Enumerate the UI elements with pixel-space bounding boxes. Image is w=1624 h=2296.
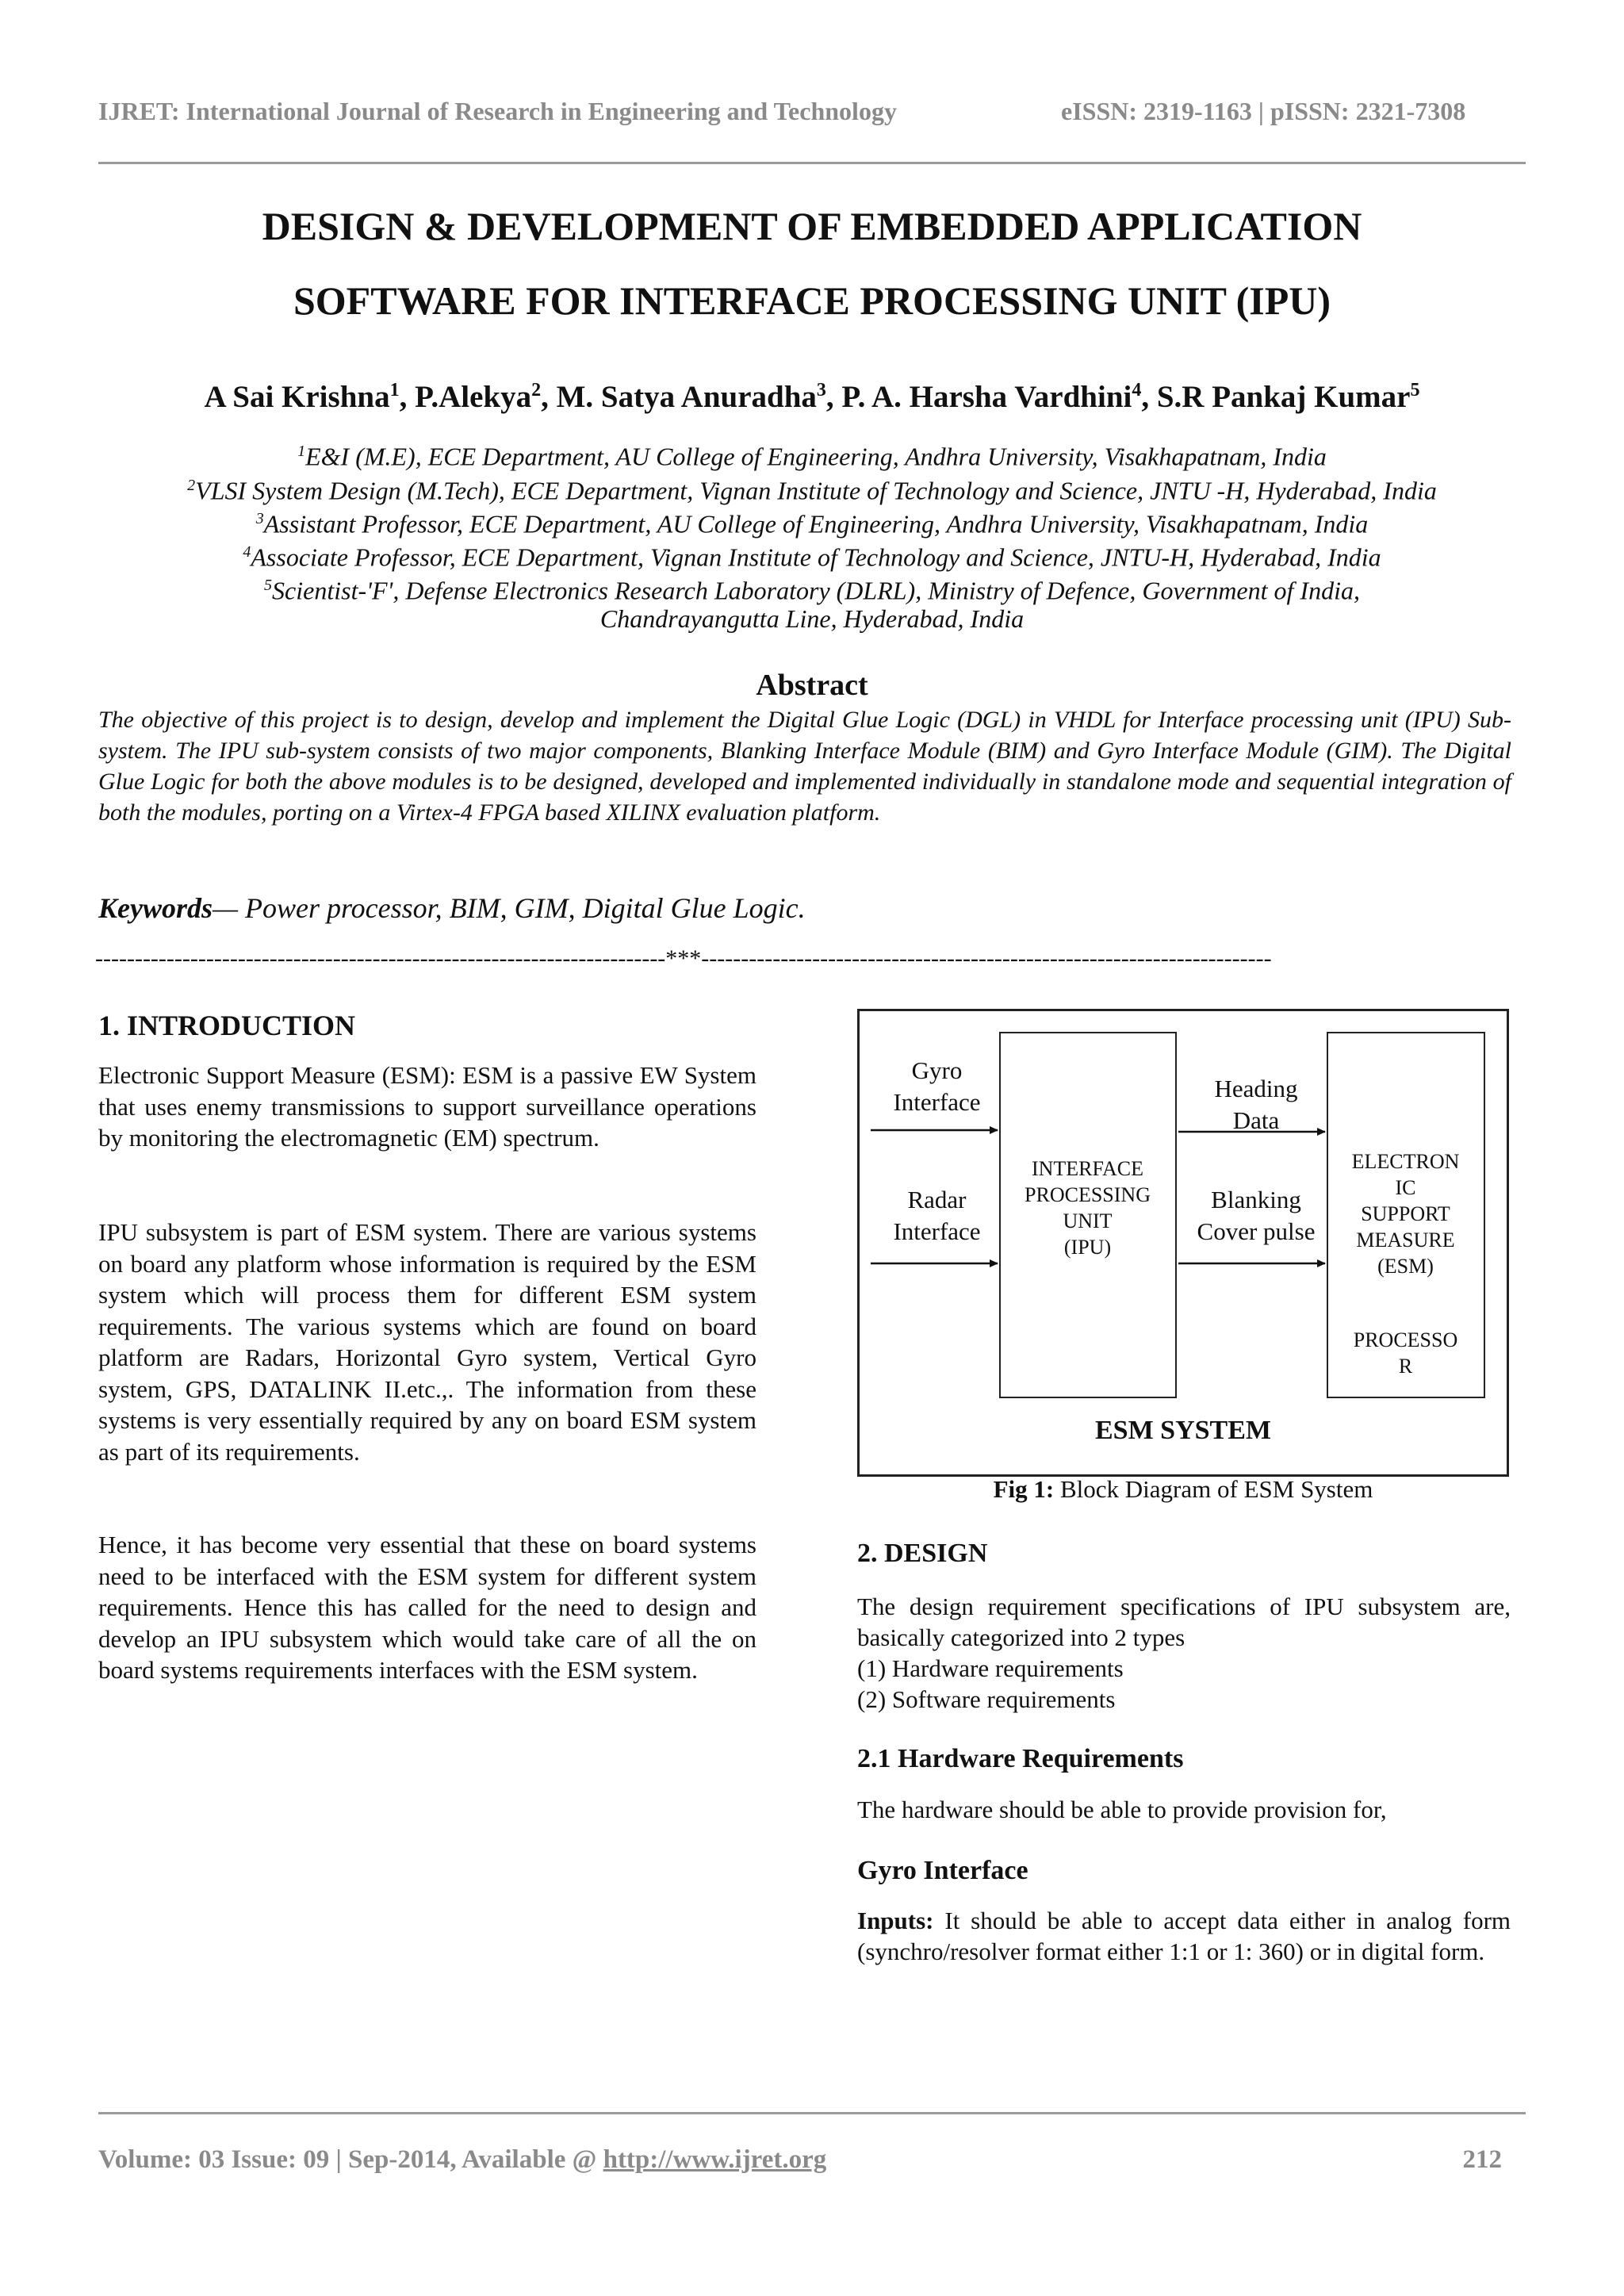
journal-name: IJRET: International Journal of Research in Engineering and Technology [98, 97, 897, 125]
figure-arrows [860, 1011, 1507, 1474]
affiliation-3: $^3$Assistant Professor, ECE Department, AU College of Engineering, Andhra University, Visakhapatnam, India [255, 509, 1369, 539]
design-heading: 2. DESIGN [857, 1539, 988, 1568]
hardware-req-text: The hardware should be able to provide provision for, [857, 1796, 1387, 1823]
figure-caption: Fig 1: Block Diagram of ESM System [993, 1475, 1373, 1503]
author-name: P. A. Harsha Vardhini [841, 380, 1132, 414]
author-affiliation-mark: 5 [1410, 380, 1420, 401]
header-rule [98, 162, 1526, 164]
running-header [98, 97, 1526, 132]
author-name: P.Alekya [415, 380, 532, 414]
hardware-req-heading: 2.1 Hardware Requirements [857, 1744, 1184, 1773]
affiliation-5: $^5$Scientist-'F', Defense Electronics Research Laboratory (DLRL), Ministry of Defence, Government of India, [264, 576, 1360, 605]
design-item-1: (1) Hardware requirements [857, 1654, 1124, 1682]
affiliation-4: $^4$Associate Professor, ECE Department, Vignan Institute of Technology and Science, JNTU-H, Hyderabad, India [243, 542, 1381, 572]
design-item-2: (2) Software requirements [857, 1685, 1116, 1713]
esm-block-label: ELECTRON IC SUPPORT MEASURE (ESM) [1351, 1150, 1460, 1278]
affiliation-2: $^2$VLSI System Design (M.Tech), ECE Department, Vignan Institute of Technology and Science, JNTU -H, Hyderabad, India [187, 476, 1437, 505]
journal-link[interactable]: http://www.ijret.org [603, 2145, 827, 2174]
intro-paragraph-1: Electronic Support Measure (ESM): ESM is a passive EW System that uses enemy transmissions to support surveillance operations by monitoring the electromagnetic (EM) spectrum. [98, 1061, 756, 1152]
heading-data-label: Heading Data [1214, 1075, 1298, 1134]
gyro-interface-heading: Gyro Interface [857, 1856, 1028, 1885]
keywords-label: Keywords [98, 892, 213, 924]
ipu-block-label: INTERFACE PROCESSING UNIT (IPU) [1025, 1157, 1151, 1259]
issn: eISSN: 2319-1163 | pISSN: 2321-7308 [1061, 97, 1466, 125]
author-affiliation-mark: 2 [531, 380, 542, 401]
author-affiliation-mark: 4 [1132, 380, 1142, 401]
footer-rule [98, 2112, 1526, 2114]
radar-interface-label: Radar Interface [893, 1186, 981, 1245]
abstract-heading: Abstract [756, 669, 868, 702]
intro-heading: 1. INTRODUCTION [98, 1010, 356, 1041]
paper-title-line1: DESIGN & DEVELOPMENT OF EMBEDDED APPLICATION [262, 204, 1362, 248]
gyro-interface-label: Gyro Interface [893, 1056, 981, 1116]
author-affiliation-mark: 1 [389, 380, 400, 401]
author-name: S.R Pankaj Kumar [1156, 380, 1411, 414]
affiliation-5-cont: Chandrayangutta Line, Hyderabad, India [599, 604, 1025, 633]
abstract-text: The objective of this project is to design, develop and implement the Digital Glue Logic (DGL) in VHDL for Interface processing unit (IPU) Sub-system. The IPU sub-system consists of two major components, Blanking Interface Module (BIM) and Gyro Interface Module (GIM). The Digital Glue Logic for both the above modules is to be designed, developed and implemented individually in standalone mode and sequential integration of both the modules, porting on a Virtex-4 FPGA based XILINX evaluation platform. [98, 707, 1511, 826]
processor-label: PROCESSO R [1353, 1328, 1458, 1378]
author-name: A Sai Krishna [204, 380, 390, 414]
affiliation-1: $^1$E&I (M.E), ECE Department, AU College of Engineering, Andhra University, Visakhapatnam, India [297, 442, 1327, 471]
page-number: 212 [1462, 2145, 1502, 2174]
esm-system-label: ESM SYSTEM [1095, 1416, 1271, 1445]
footer-volume: Volume: 03 Issue: 09 | Sep-2014, Available @ [98, 2145, 603, 2174]
footer [98, 2145, 1526, 2175]
gyro-inputs-text: Inputs: It should be able to accept data either in analog form (synchro/resolver format either 1:1 or 1: 360) or in digital form. [857, 1907, 1511, 1965]
author-name: M. Satya Anuradha [556, 380, 817, 414]
keywords: Keywords— Power processor, BIM, GIM, Digital Glue Logic. [98, 892, 806, 924]
design-intro: The design requirement specifications of IPU subsystem are, basically categorized into 2 types [857, 1593, 1511, 1651]
intro-paragraph-2: IPU subsystem is part of ESM system. There are various systems on board any platform whose information is required by the ESM system which will process them for different ESM system requirements. The various systems which are found on board platform are Radars, Horizontal Gyro system, Vertical Gyro system, GPS, DATALINK II.etc.,. The information from these systems is very essentially required by any on board ESM system as part of its requirements. [98, 1218, 756, 1466]
author-affiliation-mark: 3 [816, 380, 826, 401]
paper-title-line2: SOFTWARE FOR INTERFACE PROCESSING UNIT (IPU) [293, 278, 1331, 323]
intro-paragraph-3: Hence, it has become very essential that these on board systems need to be interfaced with the ESM system for different system requirements. Hence this has called for the need to design and develop an IPU subsystem which would take care of all the on board systems requirements interfaces with the ESM system. [98, 1531, 756, 1684]
section-separator: ------------------------------------------------------------------------***------------------------------------------------------------------------ [95, 945, 1272, 972]
author-list: A Sai Krishna$^1$, P.Alekya$^2$, M. Satya Anuradha$^3$, P. A. Harsha Vardhini$^4$, S.R Pankaj Kumar$^5$ [204, 380, 1420, 414]
blanking-cover-pulse-label: Blanking Cover pulse [1197, 1186, 1316, 1245]
figure-esm-block-diagram [857, 1009, 1509, 1477]
